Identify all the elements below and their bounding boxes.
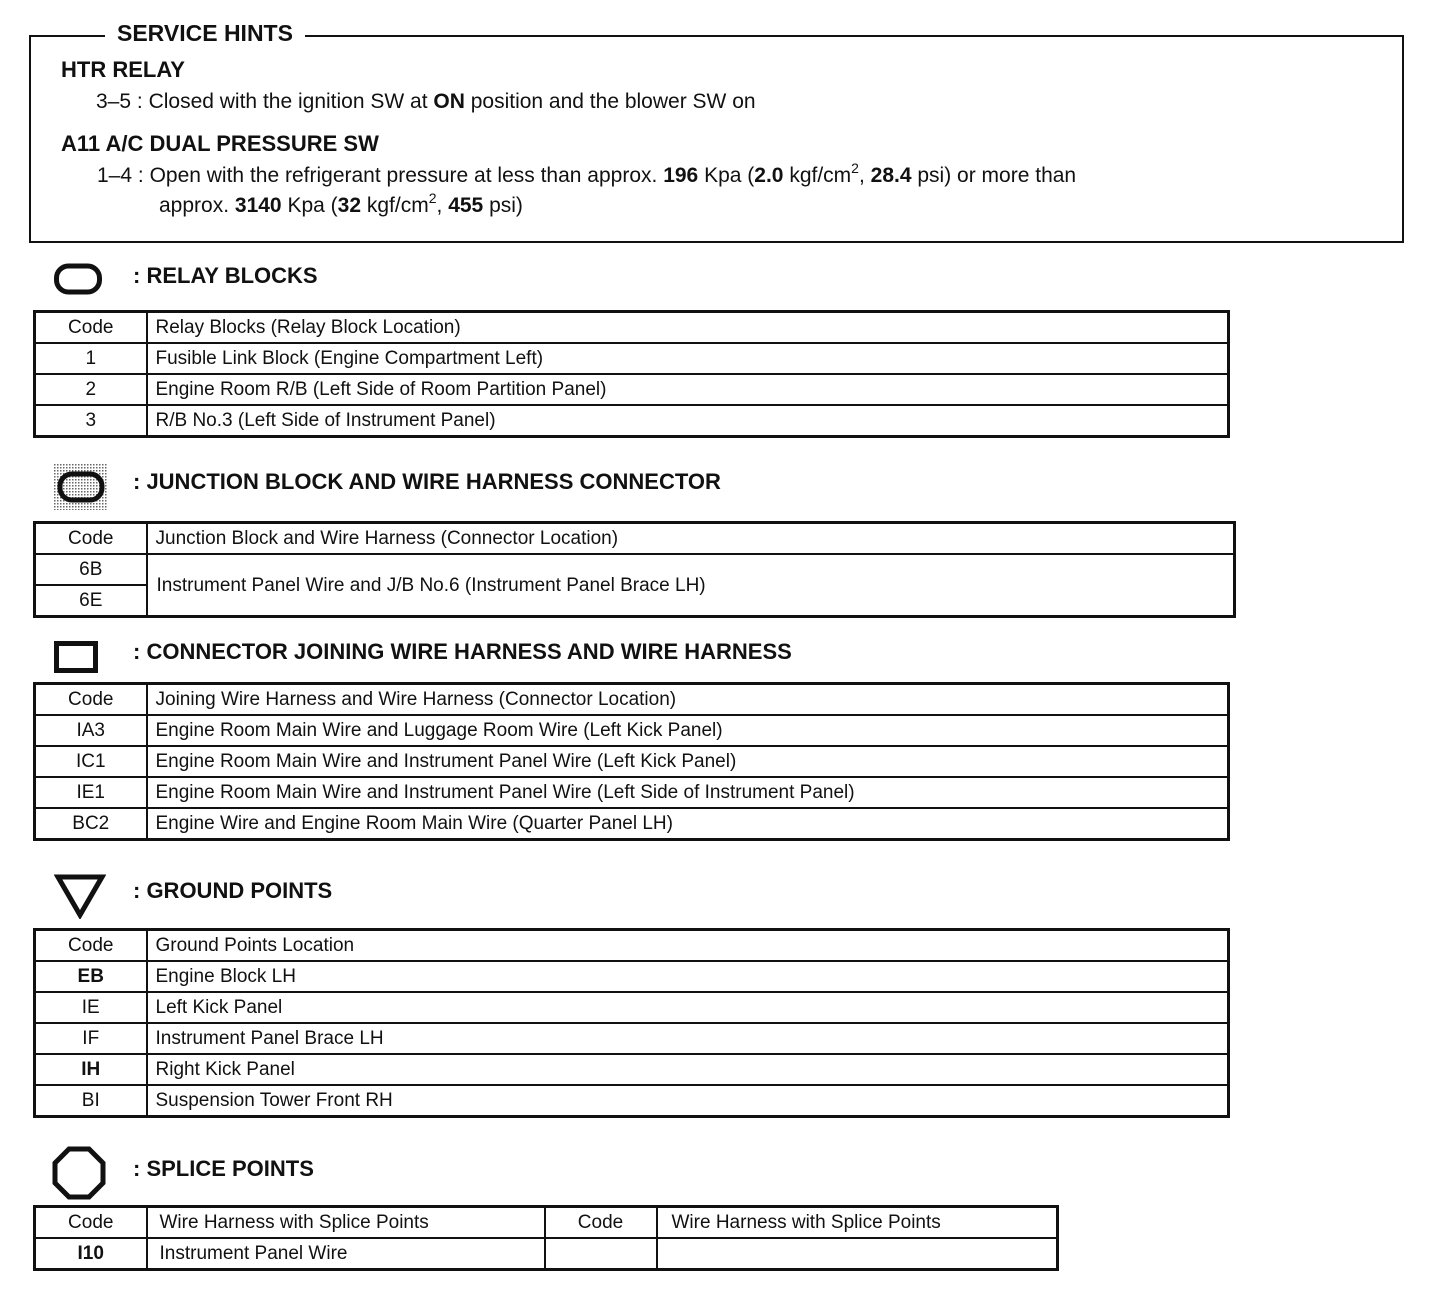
code-cell: I10 [35, 1238, 147, 1270]
code-cell: 3 [35, 405, 147, 437]
description-cell: Instrument Panel Brace LH [147, 1023, 1229, 1054]
table-row [35, 777, 1229, 808]
service-hints-title: SERVICE HINTS [105, 20, 305, 46]
code-cell: 1 [35, 343, 147, 374]
code-cell: 2 [35, 374, 147, 405]
description-cell: Suspension Tower Front RH [147, 1085, 1229, 1117]
table-header-row [35, 684, 1229, 716]
description-header: Relay Blocks (Relay Block Location) [147, 312, 1229, 344]
code-cell [545, 1238, 657, 1270]
table-row [35, 343, 1229, 374]
description-cell: Left Kick Panel [147, 992, 1229, 1023]
description-header: Ground Points Location [147, 930, 1229, 962]
description-cell [657, 1238, 1058, 1270]
table-row [35, 405, 1229, 437]
code-cell: IE1 [35, 777, 147, 808]
table-row [35, 808, 1229, 840]
table-row [35, 715, 1229, 746]
junction-block-table [33, 521, 1236, 618]
description-cell: Instrument Panel Wire and J/B No.6 (Instrument Panel Brace LH) [147, 554, 1235, 617]
splice-points-table [33, 1205, 1059, 1271]
description-cell: R/B No.3 (Left Side of Instrument Panel) [147, 405, 1229, 437]
connector-joining-heading: : CONNECTOR JOINING WIRE HARNESS AND WIRE HARNESS [133, 639, 792, 664]
dual-pressure-hint-line-2: approx. 3140 Kpa (32 kgf/$cm^2$, 455 psi) [159, 190, 523, 217]
code-header: Code [35, 312, 147, 344]
code-cell: 6B [35, 554, 147, 585]
htr-relay-heading: HTR RELAY [61, 57, 185, 82]
code-header: Code [545, 1207, 657, 1239]
code-header: Code [35, 930, 147, 962]
code-header: Code [35, 1207, 147, 1239]
code-header: Code [35, 523, 147, 555]
table-header-row [35, 523, 1235, 555]
table-row [35, 992, 1229, 1023]
code-cell: EB [35, 961, 147, 992]
table-row [35, 1054, 1229, 1085]
description-header: Junction Block and Wire Harness (Connector Location) [147, 523, 1235, 555]
description-header: Wire Harness with Splice Points [657, 1207, 1058, 1239]
code-cell: IH [35, 1054, 147, 1085]
description-cell: Engine Block LH [147, 961, 1229, 992]
description-cell: Fusible Link Block (Engine Compartment Left) [147, 343, 1229, 374]
description-cell: Engine Room Main Wire and Luggage Room Wire (Left Kick Panel) [147, 715, 1229, 746]
ground-points-table [33, 928, 1230, 1118]
table-row [35, 746, 1229, 777]
junction-block-symbol-icon [54, 464, 108, 510]
table-row [35, 1085, 1229, 1117]
table-row [35, 554, 1235, 585]
description-cell: Engine Room Main Wire and Instrument Panel Wire (Left Kick Panel) [147, 746, 1229, 777]
description-cell: Engine Room Main Wire and Instrument Panel Wire (Left Side of Instrument Panel) [147, 777, 1229, 808]
code-cell: IE [35, 992, 147, 1023]
table-header-row [35, 1207, 1058, 1239]
description-cell: Engine Wire and Engine Room Main Wire (Quarter Panel LH) [147, 808, 1229, 840]
connector-joining-table [33, 682, 1230, 841]
code-cell: IA3 [35, 715, 147, 746]
description-header: Joining Wire Harness and Wire Harness (Connector Location) [147, 684, 1229, 716]
code-cell: 6E [35, 585, 147, 617]
table-row [35, 1023, 1229, 1054]
table-header-row [35, 312, 1229, 344]
htr-relay-hint: 3–5 : Closed with the ignition SW at ON position and the blower SW on [96, 90, 756, 113]
code-header: Code [35, 684, 147, 716]
description-cell: Instrument Panel Wire [147, 1238, 545, 1270]
dual-pressure-heading: A11 A/C DUAL PRESSURE SW [61, 131, 379, 156]
relay-block-symbol-icon [54, 263, 102, 295]
relay-blocks-heading: : RELAY BLOCKS [133, 263, 318, 288]
htr-relay-terminals: 3–5 [96, 90, 132, 113]
table-row [35, 961, 1229, 992]
ground-points-heading: : GROUND POINTS [133, 878, 333, 903]
ground-point-symbol-icon [54, 873, 106, 919]
table-row [35, 374, 1229, 405]
connector-symbol-icon [54, 641, 98, 673]
code-cell: BC2 [35, 808, 147, 840]
dual-pressure-terminals: 1–4 [97, 164, 133, 187]
table-header-row [35, 930, 1229, 962]
splice-points-heading: : SPLICE POINTS [133, 1156, 314, 1181]
description-cell: Right Kick Panel [147, 1054, 1229, 1085]
code-cell: IC1 [35, 746, 147, 777]
relay-blocks-table [33, 310, 1230, 438]
code-cell: IF [35, 1023, 147, 1054]
description-cell: Engine Room R/B (Left Side of Room Partition Panel) [147, 374, 1229, 405]
dual-pressure-hint-line-1: 1–4 : Open with the refrigerant pressure at less than approx. 196 Kpa (2.0 kgf/$cm^2$, 28.4 psi) or more than [97, 160, 1077, 187]
description-header: Wire Harness with Splice Points [147, 1207, 545, 1239]
table-row [35, 1238, 1058, 1270]
code-cell: BI [35, 1085, 147, 1117]
junction-block-heading: : JUNCTION BLOCK AND WIRE HARNESS CONNECTOR [133, 469, 721, 494]
splice-point-symbol-icon [52, 1146, 106, 1200]
